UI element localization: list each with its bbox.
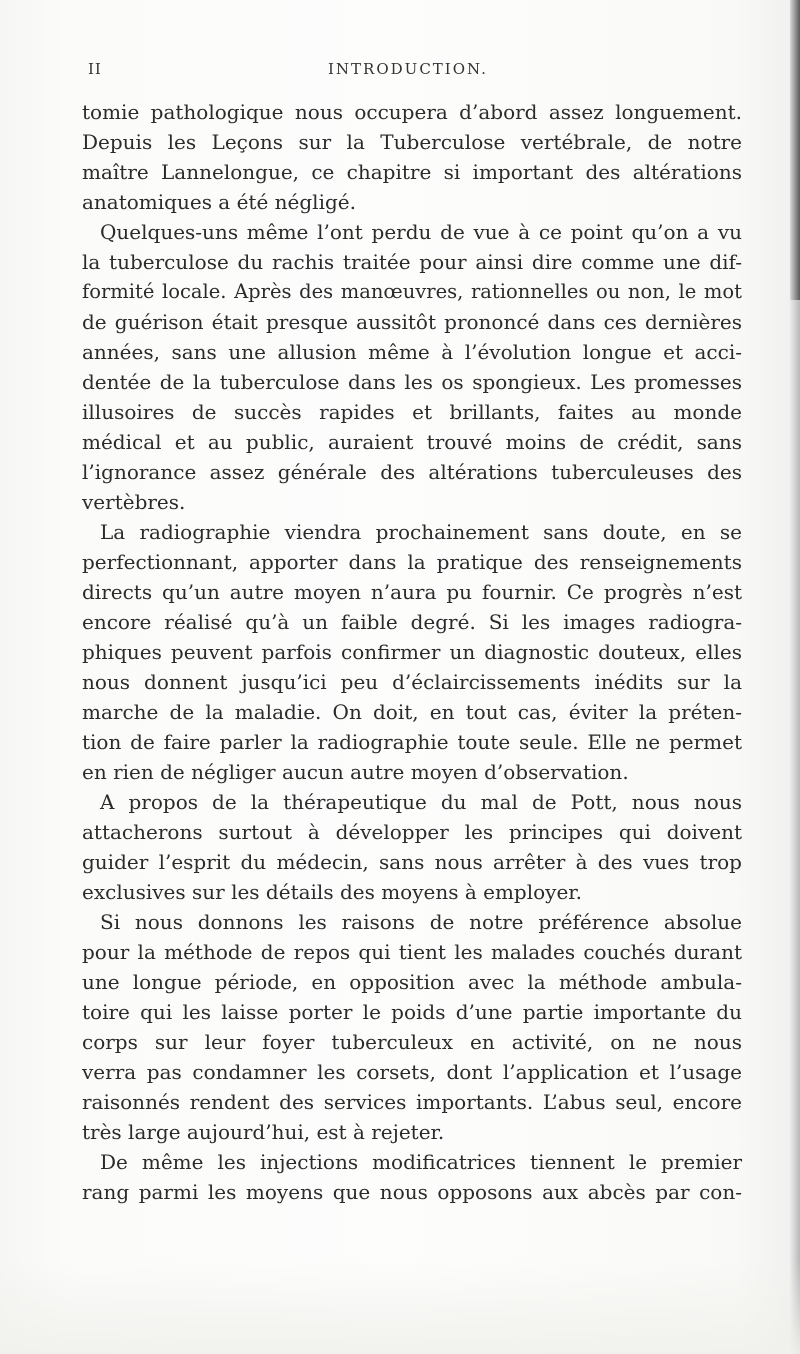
page-bottom-shading [0,1260,800,1354]
page-number: II [88,60,102,78]
text-line: La radiographie viendra prochainement sans doute, en se [100,520,742,544]
text-line: vertèbres. [82,490,186,514]
text-line: toire qui les laisse porter le poids d’une partie importante du [82,1000,742,1024]
page-edge-shadow [790,0,800,300]
text-line: guider l’esprit du médecin, sans nous arrêter à des vues trop [82,850,742,874]
text-line: De même les injections modificatrices tiennent le premier [100,1150,742,1174]
body-text [82,97,742,1207]
text-line: directs qu’un autre moyen n’aura pu fournir. Ce progrès n’est [82,580,742,604]
text-line: Si nous donnons les raisons de notre préférence absolue [100,910,742,934]
text-line: en rien de négliger aucun autre moyen d’observation. [82,760,629,784]
text-line: anatomiques a été négligé. [82,190,356,214]
text-line: tion de faire parler la radiographie toute seule. Elle ne permet [82,730,742,754]
text-line: marche de la maladie. On doit, en tout cas, éviter la préten- [82,700,742,724]
running-head: INTRODUCTION. [328,60,488,78]
page-edge-shadow-lower [790,300,800,1354]
text-line: l’ignorance assez générale des altérations tuberculeuses des [82,460,742,484]
text-line: verra pas condamner les corsets, dont l’application et l’usage [82,1060,742,1084]
text-line: encore réalisé qu’à un faible degré. Si les images radiogra- [82,610,742,634]
text-line: une longue période, en opposition avec la méthode ambula- [82,970,742,994]
text-line: phiques peuvent parfois confirmer un diagnostic douteux, elles [82,640,742,664]
text-line: médical et au public, auraient trouvé moins de crédit, sans [82,430,742,454]
text-line: rang parmi les moyens que nous opposons aux abcès par con- [82,1180,742,1204]
text-line: A propos de la thérapeutique du mal de Pott, nous nous [100,790,742,814]
text-line: maître Lannelongue, ce chapitre si important des altérations [82,160,742,184]
text-line: corps sur leur foyer tuberculeux en activité, on ne nous [82,1030,742,1054]
text-line: perfectionnant, apporter dans la pratique des renseignements [82,550,742,574]
text-line: de guérison était presque aussitôt prononcé dans ces dernières [82,310,742,334]
text-line: exclusives sur les détails des moyens à employer. [82,880,583,904]
text-line: Quelques-uns même l’ont perdu de vue à ce point qu’on a vu [100,220,742,244]
text-line: attacherons surtout à développer les principes qui doivent [82,820,742,844]
text-line: la tuberculose du rachis traitée pour ainsi dire comme une dif- [82,250,742,274]
text-line: formité locale. Après des manœuvres, rationnelles ou non, le mot [82,280,742,303]
text-line: raisonnés rendent des services importants. L’abus seul, encore [82,1090,742,1114]
page-header [88,58,708,88]
text-line: pour la méthode de repos qui tient les malades couchés durant [82,940,742,964]
text-line: tomie pathologique nous occupera d’abord assez longuement. [82,100,742,124]
text-line: Depuis les Leçons sur la Tuberculose vertébrale, de notre [82,130,742,154]
text-line: dentée de la tuberculose dans les os spongieux. Les promesses [82,370,742,394]
text-line: illusoires de succès rapides et brillants, faites au monde [82,400,742,424]
text-line: années, sans une allusion même à l’évolution longue et acci- [82,340,742,364]
text-line: nous donnent jusqu’ici peu d’éclaircissements inédits sur la [82,670,742,694]
text-line: très large aujourd’hui, est à rejeter. [82,1120,445,1144]
